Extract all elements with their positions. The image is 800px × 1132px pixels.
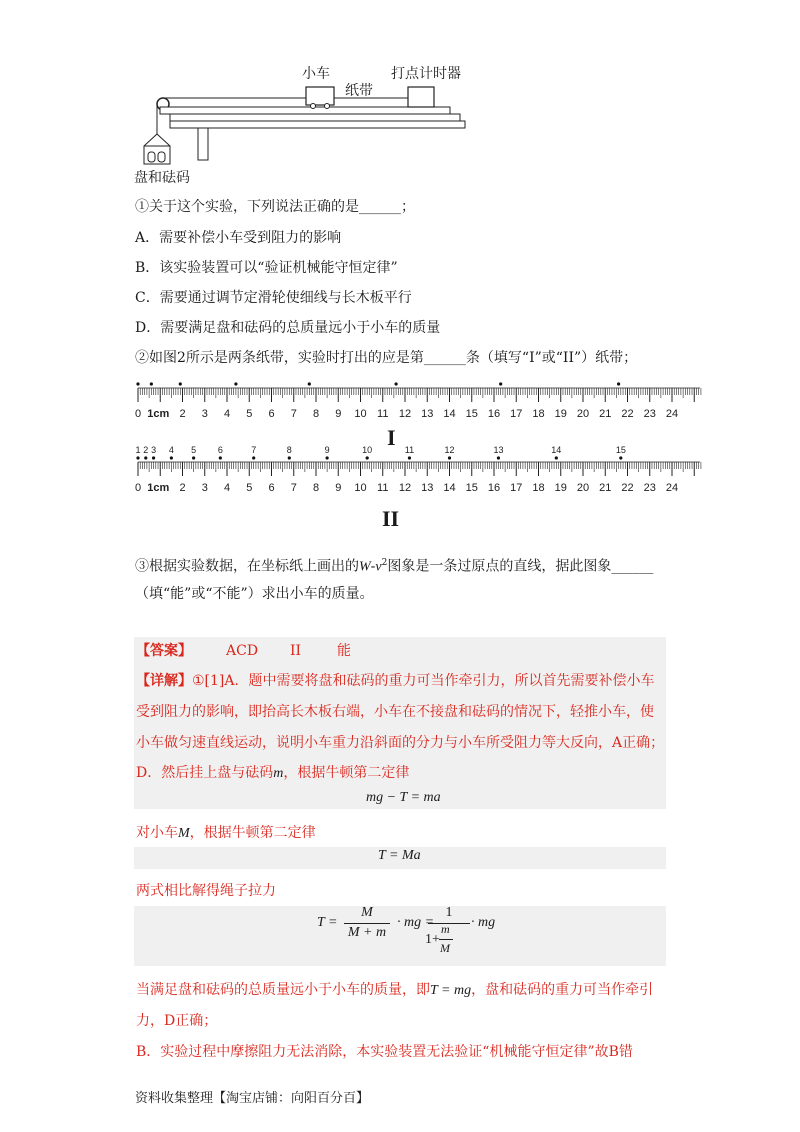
ruler-tick-label: 18 [532,482,545,494]
tape-dot [395,382,398,385]
tape-dot [144,456,147,459]
ruler-tick-label: 22 [621,408,634,420]
tape-dot [555,456,558,459]
ruler-tick-label: 5 [246,408,253,420]
explain-line2: 受到阻力的影响，即抬高长木板右端，小车在不接盘和砝码的情况下，轻推小车，使 [136,704,654,720]
tape-dot [170,456,173,459]
eq3-frac-bigm: M [440,941,450,955]
ruler-tick-label: 8 [312,482,320,494]
ruler-tick-label: 4 [223,408,231,420]
footer-note: 资料收集整理【淘宝店铺：向阳百分百】 [135,1091,370,1106]
tape-dot [499,382,502,385]
ruler-tick-label: 7 [290,408,297,420]
tape-dot-label: 2 [143,445,149,455]
tape-dot-label: 14 [551,445,562,455]
tape-dot [448,456,451,459]
ruler-tick-label: 21 [599,482,612,494]
ruler-tick-label: 12 [398,408,412,420]
ruler-tick-label: 23 [643,408,656,420]
timer-label: 打点计时器 [391,66,461,82]
ruler-tick-label: 5 [246,482,253,494]
ruler-tick-label: 13 [421,482,434,494]
tape-dot-label: 5 [191,445,197,455]
tape-dot-label: 11 [404,445,415,455]
ruler-tick-label: 17 [510,482,523,494]
ruler-tick-label: 6 [268,482,275,494]
ruler-tick-label: 8 [312,408,320,420]
tape-dot-label: 10 [362,445,373,455]
ruler-tick-label: 6 [268,408,275,420]
eq3-num1: M [361,905,373,920]
ruler-tick-label: 7 [290,482,297,494]
ruler-tick-label: 24 [665,408,679,420]
cart-icon [306,87,334,105]
ruler-tick-label: 15 [465,482,478,494]
equation-1: mg − T = ma [366,790,441,805]
ruler-tick-label: 2 [179,408,186,420]
ruler-tick-label: 20 [576,408,590,420]
tape-dot-label: 1 [135,445,141,455]
ruler-tick-label: 14 [443,482,456,494]
ruler-tick-label: 13 [421,408,434,420]
q3-line1: ③根据实验数据，在坐标纸上画出的$W-v^2$图象是一条过原点的直线，据此图象______ [135,558,654,575]
ruler-tick-label: 18 [532,408,545,420]
ruler-tick-label: 11 [377,408,389,420]
tape-dot [152,456,155,459]
eq3-end: · mg [471,915,496,930]
tape-dot [288,456,291,459]
ruler-tick-label: 11 [377,482,389,494]
q1-option-d: D．需要满足盘和砝码的总质量远小于小车的质量 [135,320,441,336]
eq3-fracline1 [344,923,390,924]
tape-dot [234,382,237,385]
tape-dot-label: 6 [217,445,223,455]
tape-dot [179,382,182,385]
answer-2: II [290,643,302,659]
ruler-tick-label: 3 [201,482,208,494]
ruler-ii-label: II [382,506,400,531]
ruler-tick-label: 24 [665,482,679,494]
weights-label: 盘和砝码 [134,170,190,186]
tape-dot-label: 9 [324,445,330,455]
ruler-tick-label: 19 [554,408,567,420]
explain-line7: 当满足盘和砝码的总质量远小于小车的质量，即T = mg，盘和砝码的重力可当作牵引 [136,982,654,998]
explain-line4: D．然后挂上盘与砝码m，根据牛顿第二定律 [136,765,410,781]
q1-option-a: A．需要补偿小车受到阻力的影响 [135,230,342,246]
tape-dot [408,456,411,459]
ruler-tick-label: 22 [621,482,634,494]
ruler-tick-label: 0 [134,482,142,494]
ruler-tick-label: 1cm [147,408,170,420]
ruler-tick-label: 17 [510,408,523,420]
ruler-tick-label: 12 [398,482,412,494]
explain-line8: 力，D正确； [136,1013,218,1029]
tape-dot-label: 4 [168,445,174,455]
q1-option-b: B．该实验装置可以“验证机械能守恒定律” [135,260,398,276]
tape-dot-label: 3 [151,445,157,455]
ruler-tick-label: 9 [335,408,342,420]
tape-dot-label: 12 [444,445,455,455]
tape-dot [619,456,622,459]
ruler-tick-label: 23 [643,482,656,494]
ruler-i-label: I [387,425,396,450]
ruler-tick-label: 14 [443,408,456,420]
tape-dot [192,456,195,459]
q1-option-c: C．需要通过调节定滑轮使细线与长木板平行 [135,290,412,306]
tape-dot [136,382,139,385]
ruler-tick-label: 19 [554,482,567,494]
tape-dot [617,382,620,385]
ruler-i [128,376,708,426]
tape-dot [150,382,153,385]
answer-1: ACD [226,643,259,659]
ruler-tick-label: 2 [179,482,186,494]
ruler-tick-label: 16 [487,408,501,420]
timer-icon [408,87,434,107]
tape-dot [497,456,500,459]
ruler-tick-label: 4 [223,482,231,494]
ruler-tick-label: 0 [134,408,142,420]
tape-dot-label: 15 [615,445,626,455]
tape-dot [252,456,255,459]
ruler-tick-label: 3 [201,408,208,420]
tape-dot [308,382,311,385]
tape-dot [219,456,222,459]
q2-stem: ②如图2所示是两条纸带，实验时打出的应是第______条（填写“I”或“II”）纸带； [135,350,638,366]
cart-label: 小车 [302,66,330,82]
ruler-tick-label: 10 [354,482,367,494]
equation-2: T = Ma [378,848,421,863]
explain-line9: B．实验过程中摩擦阻力无法消除，本实验装置无法验证“机械能守恒定律”故B错 [136,1044,633,1060]
ruler-ii [128,440,708,502]
eq3-mid: · mg = [397,915,435,930]
tape-dot-label: 13 [493,445,504,455]
eq3-frac-m: m [441,922,450,936]
eq3-fracline3 [439,939,453,940]
eq3-den1: M + m [347,925,387,940]
tape-label: 纸带 [345,83,373,99]
tape-dot-label: 7 [251,445,257,455]
ruler-tick-label: 9 [335,482,342,494]
tape-dot [136,456,139,459]
ruler-tick-label: 10 [354,408,367,420]
ruler-tick-label: 15 [465,408,478,420]
tape-dot [326,456,329,459]
tape-dot [366,456,369,459]
ruler-tick-label: 21 [599,408,612,420]
eq3-den2-pre: 1+ [425,932,440,947]
ruler-tick-label: 16 [487,482,501,494]
ruler-tick-label: 1cm [147,482,170,494]
explain-line5: 对小车M，根据牛顿第二定律 [136,825,316,841]
explain-line6: 两式相比解得绳子拉力 [136,883,276,899]
ruler-tick-label: 20 [576,482,590,494]
explain-line1: 【详解】①[1]A．题中需要将盘和砝码的重力可当作牵引力，所以首先需要补偿小车 [136,673,655,689]
weights-icon [144,134,170,146]
q3-line2: （填“能”或“不能”）求出小车的质量。 [135,586,374,602]
q1-stem: ①关于这个实验，下列说法正确的是______； [135,199,415,215]
eq3-t: T = [317,915,338,930]
tape-dot-label: 8 [286,445,292,455]
eq3-num2: 1 [445,905,453,920]
answer-tag: 【答案】 [136,643,192,659]
explain-line3: 小车做匀速直线运动，说明小车重力沿斜面的分力与小车所受阻力等大反向，A正确； [136,735,665,751]
answer-3: 能 [337,643,351,659]
